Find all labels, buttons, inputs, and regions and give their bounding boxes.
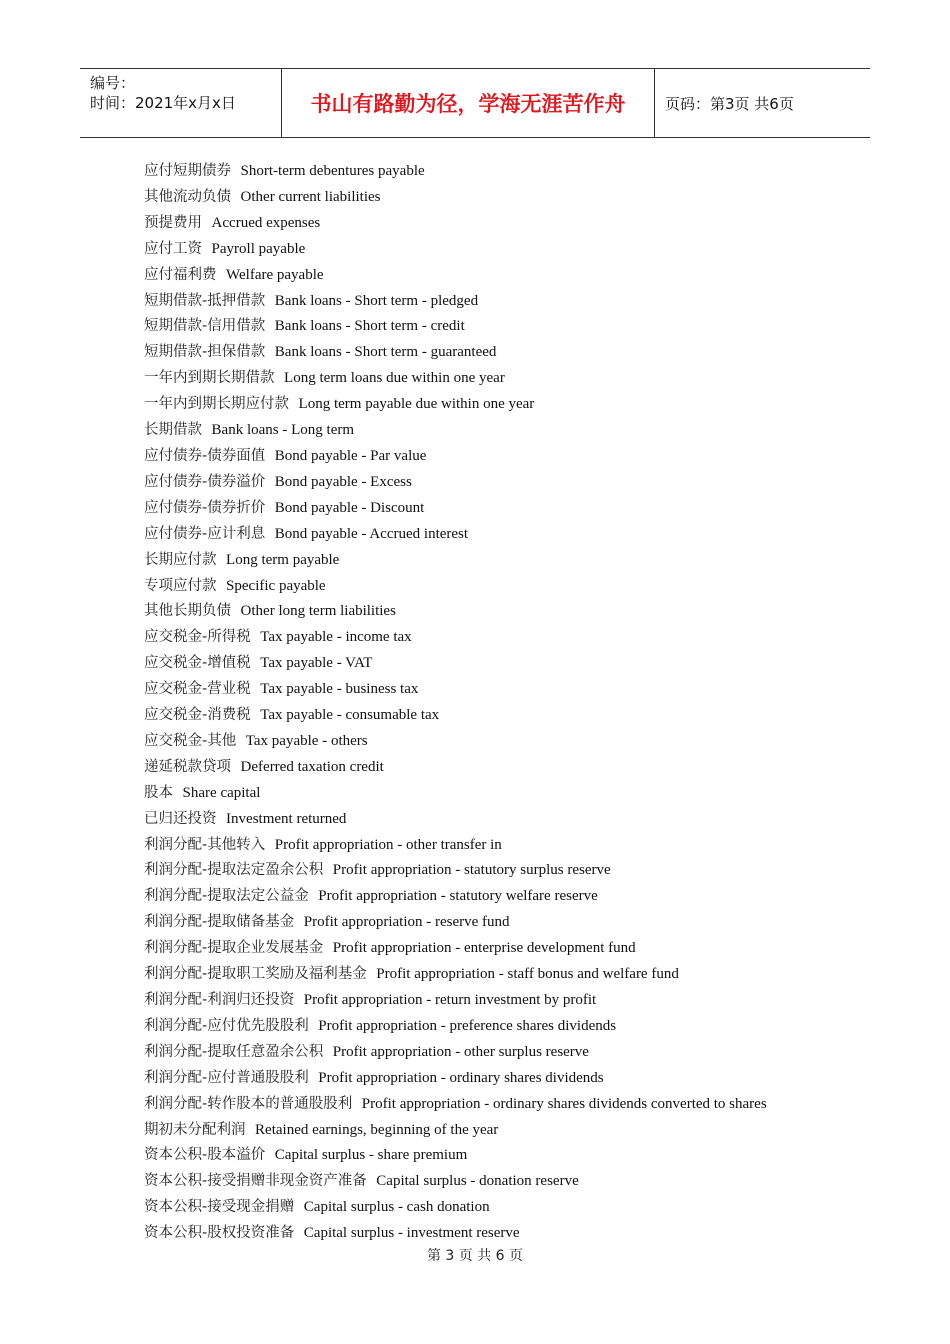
glossary-list — [144, 158, 814, 1246]
term-chinese: 应付短期债券 — [144, 163, 231, 179]
document-time-label: 时间：2021年x月x日 — [90, 94, 236, 112]
term-english: Tax payable - VAT — [260, 655, 373, 672]
glossary-entry — [144, 339, 814, 365]
term-english: Bond payable - Par value — [274, 447, 427, 464]
term-english: Specific payable — [226, 577, 326, 594]
term-chinese: 应交税金-所得税 — [144, 629, 251, 646]
term-chinese: 利润分配-提取职工奖励及福利基金 — [144, 966, 367, 983]
term-chinese: 应交税金-其他 — [144, 732, 237, 749]
term-chinese: 应付工资 — [144, 240, 202, 257]
term-english: Capital surplus - cash donation — [303, 1199, 490, 1216]
glossary-entry — [144, 624, 814, 650]
term-english: Tax payable - others — [245, 732, 368, 749]
term-chinese: 资本公积-股本溢价 — [144, 1147, 266, 1164]
term-english: Profit appropriation - statutory surplus reserve — [332, 862, 611, 879]
term-chinese: 已归还投资 — [144, 810, 217, 827]
glossary-entry — [144, 650, 814, 676]
glossary-entry — [144, 857, 814, 883]
term-english: Bank loans - Short term - credit — [274, 318, 465, 335]
glossary-entry — [144, 262, 814, 288]
term-english: Bond payable - Discount — [274, 499, 425, 516]
glossary-entry — [144, 1194, 814, 1220]
term-chinese: 利润分配-提取储备基金 — [144, 914, 295, 931]
term-chinese: 资本公积-接受现金捐赠 — [144, 1199, 295, 1216]
header-motto: 书山有路勤为径，学海无涯苦作舟 — [282, 69, 655, 137]
term-english: Profit appropriation - enterprise development fund — [332, 940, 636, 957]
glossary-entry — [144, 961, 814, 987]
term-english: Payroll payable — [211, 240, 306, 257]
glossary-entry — [144, 495, 814, 521]
term-chinese: 递延税款贷项 — [144, 758, 231, 775]
glossary-entry — [144, 780, 814, 806]
glossary-entry — [144, 288, 814, 314]
glossary-entry — [144, 521, 814, 547]
term-english: Accrued expenses — [211, 214, 321, 231]
term-chinese: 其他长期负债 — [144, 603, 231, 620]
term-english: Welfare payable — [226, 266, 324, 283]
term-english: Profit appropriation - ordinary shares dividends converted to shares — [361, 1095, 767, 1112]
term-chinese: 短期借款-抵押借款 — [144, 292, 266, 309]
glossary-entry — [144, 935, 814, 961]
term-chinese: 专项应付款 — [144, 577, 217, 594]
glossary-entry — [144, 883, 814, 909]
glossary-entry — [144, 573, 814, 599]
glossary-entry — [144, 1220, 814, 1246]
glossary-entry — [144, 158, 814, 184]
glossary-entry — [144, 547, 814, 573]
term-english: Profit appropriation - other transfer in — [274, 836, 502, 853]
term-chinese: 短期借款-信用借款 — [144, 318, 266, 335]
glossary-entry — [144, 1013, 814, 1039]
term-english: Deferred taxation credit — [240, 758, 384, 775]
term-chinese: 应付债券-债券折价 — [144, 499, 266, 516]
term-chinese: 利润分配-应付优先股股利 — [144, 1017, 309, 1034]
term-chinese: 利润分配-应付普通股股利 — [144, 1069, 309, 1086]
glossary-entry — [144, 1039, 814, 1065]
glossary-entry — [144, 1142, 814, 1168]
term-english: Retained earnings, beginning of the year — [255, 1121, 499, 1138]
term-english: Profit appropriation - return investment by profit — [303, 992, 597, 1008]
term-chinese: 利润分配-提取法定盈余公积 — [144, 862, 324, 879]
term-chinese: 利润分配-利润归还投资 — [144, 992, 295, 1008]
glossary-entry — [144, 443, 814, 469]
term-english: Other current liabilities — [240, 188, 381, 205]
term-chinese: 应付债券-债券面值 — [144, 447, 266, 464]
term-chinese: 利润分配-提取企业发展基金 — [144, 940, 324, 957]
term-english: Bond payable - Accrued interest — [274, 525, 469, 542]
term-chinese: 长期借款 — [144, 422, 202, 439]
glossary-entry — [144, 909, 814, 935]
term-chinese: 应付福利费 — [144, 266, 217, 283]
term-english: Profit appropriation - other surplus reserve — [332, 1043, 589, 1060]
glossary-entry — [144, 1117, 814, 1143]
term-english: Capital surplus - donation reserve — [376, 1173, 579, 1190]
term-chinese: 长期应付款 — [144, 551, 217, 568]
page-header — [80, 68, 870, 138]
term-chinese: 资本公积-接受捐赠非现金资产准备 — [144, 1173, 367, 1190]
document-number-label: 编号： — [90, 74, 136, 92]
glossary-entry — [144, 832, 814, 858]
term-chinese: 资本公积-股权投资准备 — [144, 1225, 295, 1242]
term-english: Investment returned — [226, 810, 347, 827]
term-english: Long term loans due within one year — [284, 370, 505, 387]
glossary-entry — [144, 598, 814, 624]
term-english: Bank loans - Short term - guaranteed — [274, 344, 497, 361]
page-footer: 第 3 页 共 6 页 — [426, 1248, 524, 1264]
glossary-entry — [144, 1168, 814, 1194]
term-chinese: 应付债券-债券溢价 — [144, 473, 266, 490]
glossary-entry — [144, 365, 814, 391]
term-chinese: 利润分配-转作股本的普通股股利 — [144, 1095, 353, 1112]
term-chinese: 应交税金-营业税 — [144, 681, 251, 698]
term-english: Profit appropriation - ordinary shares dividends — [318, 1069, 604, 1086]
term-chinese: 利润分配-提取法定公益金 — [144, 888, 309, 905]
term-chinese: 利润分配-提取任意盈余公积 — [144, 1043, 324, 1060]
header-meta — [80, 69, 282, 137]
glossary-entry — [144, 184, 814, 210]
term-chinese: 其他流动负债 — [144, 188, 231, 205]
glossary-entry — [144, 1065, 814, 1091]
glossary-entry — [144, 806, 814, 832]
term-english: Profit appropriation - preference shares dividends — [318, 1017, 617, 1034]
glossary-entry — [144, 469, 814, 495]
term-chinese: 应付债券-应计利息 — [144, 525, 266, 542]
term-english: Short-term debentures payable — [240, 163, 425, 179]
glossary-entry — [144, 236, 814, 262]
term-chinese: 期初未分配利润 — [144, 1121, 246, 1138]
term-english: Profit appropriation - staff bonus and welfare fund — [376, 966, 679, 983]
glossary-entry — [144, 676, 814, 702]
glossary-entry — [144, 702, 814, 728]
glossary-entry — [144, 391, 814, 417]
term-chinese: 利润分配-其他转入 — [144, 836, 266, 853]
term-chinese: 应交税金-消费税 — [144, 707, 251, 724]
term-english: Long term payable due within one year — [298, 396, 535, 413]
term-chinese: 股本 — [144, 784, 173, 801]
term-chinese: 一年内到期长期借款 — [144, 370, 275, 387]
term-english: Bank loans - Short term - pledged — [274, 292, 479, 309]
glossary-entry — [144, 987, 814, 1013]
glossary-entry — [144, 210, 814, 236]
glossary-entry — [144, 1091, 814, 1117]
term-english: Profit appropriation - reserve fund — [303, 914, 510, 931]
term-english: Tax payable - income tax — [260, 629, 412, 646]
header-page-label: 页码：第3页 共6页 — [665, 94, 794, 113]
term-english: Profit appropriation - statutory welfare reserve — [318, 888, 598, 905]
term-chinese: 一年内到期长期应付款 — [144, 396, 289, 413]
term-chinese: 预提费用 — [144, 214, 202, 231]
term-english: Tax payable - business tax — [260, 681, 419, 698]
glossary-entry — [144, 754, 814, 780]
term-english: Long term payable — [226, 551, 340, 568]
term-english: Tax payable - consumable tax — [260, 707, 440, 724]
term-english: Capital surplus - investment reserve — [303, 1225, 520, 1242]
term-english: Share capital — [182, 784, 261, 801]
term-chinese: 短期借款-担保借款 — [144, 344, 266, 361]
term-english: Other long term liabilities — [240, 603, 396, 620]
term-english: Bond payable - Excess — [274, 473, 412, 490]
term-english: Capital surplus - share premium — [274, 1147, 468, 1164]
glossary-entry — [144, 417, 814, 443]
glossary-entry — [144, 728, 814, 754]
term-chinese: 应交税金-增值税 — [144, 655, 251, 672]
term-english: Bank loans - Long term — [211, 422, 355, 439]
glossary-entry — [144, 313, 814, 339]
